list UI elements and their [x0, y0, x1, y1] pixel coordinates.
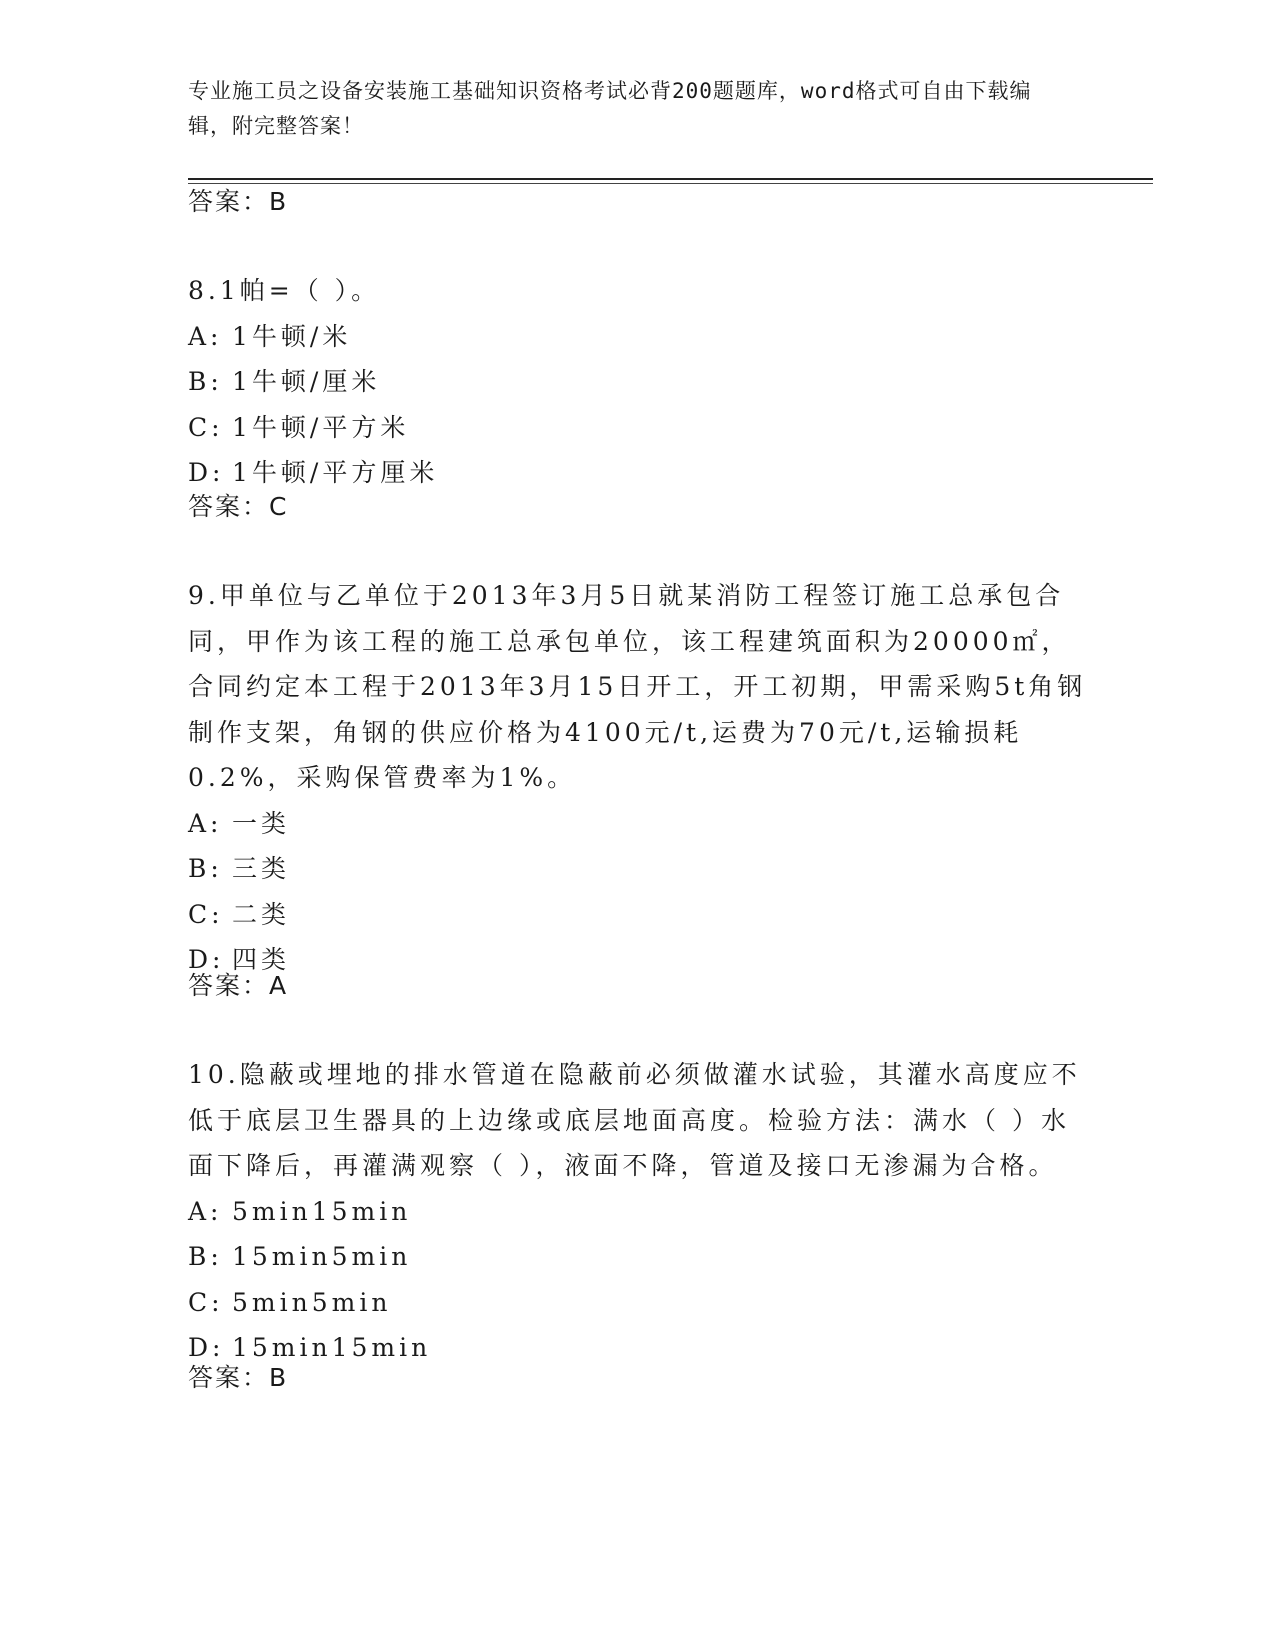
answer-label: 答案： [188, 1363, 270, 1392]
answer-10 [188, 1360, 288, 1396]
option-text: 15min15min [232, 1333, 432, 1362]
option-text: 15min5min [232, 1242, 412, 1271]
option-a [188, 1189, 1088, 1235]
answer-label: 答案： [188, 971, 270, 1000]
option-a [188, 801, 1088, 847]
option-text: 5min15min [232, 1196, 412, 1226]
answer-value: B [269, 1363, 289, 1392]
option-text: 5min5min [232, 1287, 392, 1317]
answer-value: A [269, 971, 289, 1000]
option-key: A: [188, 1196, 223, 1226]
answer-8 [188, 489, 288, 525]
option-c [188, 1280, 1088, 1326]
option-key: D: [188, 458, 225, 487]
option-a [188, 314, 1088, 360]
option-text: 1牛顿/平方厘米 [232, 458, 439, 487]
option-key: A: [188, 808, 223, 838]
option-c [188, 405, 1088, 451]
header-rule-thick [188, 178, 1153, 180]
option-text: 二类 [232, 899, 291, 929]
option-key: B: [188, 367, 223, 396]
prev-answer [188, 184, 288, 220]
question-9 [188, 573, 1088, 983]
option-key: C: [188, 1287, 224, 1317]
option-c [188, 892, 1088, 938]
option-key: A: [188, 321, 223, 351]
option-key: D: [188, 945, 225, 974]
answer-value: B [269, 187, 289, 216]
option-text: 三类 [232, 854, 291, 883]
answer-9 [188, 968, 288, 1004]
question-8 [188, 268, 1088, 496]
option-d [188, 450, 1088, 496]
question-10 [188, 1052, 1088, 1371]
option-key: B: [188, 854, 223, 883]
question-text: 8.1帕=（ ）。 [188, 276, 381, 305]
option-text: 1牛顿/平方米 [232, 412, 410, 442]
option-text: 1牛顿/米 [232, 321, 352, 351]
answer-label: 答案： [188, 187, 270, 216]
answer-value: C [269, 492, 289, 521]
option-b [188, 359, 1088, 405]
option-text: 1牛顿/厘米 [232, 367, 381, 396]
option-b [188, 846, 1088, 892]
option-b [188, 1234, 1088, 1280]
header-rule-thin [188, 183, 1153, 184]
option-d [188, 1325, 1088, 1371]
option-text: 一类 [232, 808, 291, 838]
option-key: D: [188, 1333, 225, 1362]
option-key: B: [188, 1242, 223, 1271]
question-text: 9.甲单位与乙单位于2013年3月5日就某消防工程签订施工总承包合同，甲作为该工程的施工总承包单位，该工程建筑面积为20000㎡，合同约定本工程于2013年3月15日开工，开工初期，甲需采购5t角钢制作支架，角钢的供应价格为4100元/t,运费为70元/t,运输损耗0.2%，采购保管费率为1%。 [188, 581, 1087, 792]
question-text: 10.隐蔽或埋地的排水管道在隐蔽前必须做灌水试验，其灌水高度应不低于底层卫生器具的上边缘或底层地面高度。检验方法：满水（ ）水面下降后，再灌满观察（ ），液面不降，管道及接口无渗漏为合格。 [188, 1060, 1081, 1180]
answer-label: 答案： [188, 492, 270, 521]
option-key: C: [188, 899, 224, 929]
option-key: C: [188, 412, 224, 442]
page-header: 专业施工员之设备安装施工基础知识资格考试必背200题题库，word格式可自由下载编辑，附完整答案！ [188, 79, 1032, 138]
option-d [188, 937, 1088, 983]
option-text: 四类 [232, 945, 291, 974]
